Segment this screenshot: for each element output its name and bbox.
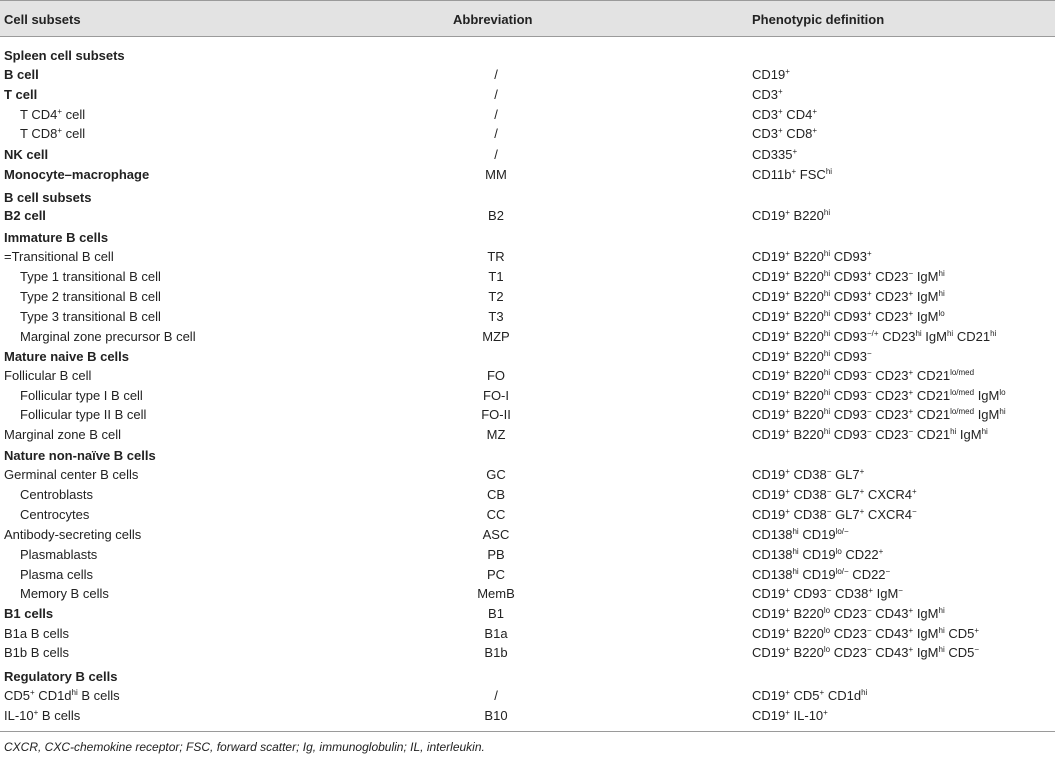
cell-subset-name: Nature non-naïve B cells (4, 448, 156, 463)
cell-subset-name: Plasma cells (20, 567, 93, 582)
cell-subset-name: Mature naive B cells (4, 349, 129, 364)
table-row: T CD8+ cell / CD3+ CD8+ (0, 124, 1055, 144)
cell-subset-name: IL-10+ B cells (4, 708, 81, 723)
table-row: Germinal center B cells GC CD19+ CD38− GL7+ (0, 465, 1055, 485)
cell-subset-name: Plasmablasts (20, 547, 98, 562)
cell-phenotypic-definition: CD19+ $B220^{lo}$ CD23− CD43+ IgM$^{hi}$ (752, 606, 945, 621)
table-row (0, 667, 1055, 687)
table-row (0, 228, 1055, 248)
cell-subset-name: B2 cell (4, 208, 46, 223)
table-row: Follicular type II B cell FO-II CD19+ $B220^{hi}$ CD93− CD23+ $CD21^{lo/med}$ IgM$^{hi}$ (0, 405, 1055, 425)
cell-subset-name: Follicular type I B cell (20, 388, 143, 403)
cell-subset-name: NK cell (4, 147, 49, 162)
table-row: Follicular B cell FO CD19+ $B220^{hi}$ CD93− CD23+ $CD21^{lo/med}$ (0, 366, 1055, 386)
cell-subset-name: B1a B cells (4, 626, 70, 641)
cell-subset-name: Spleen cell subsets (4, 48, 125, 63)
cell-subset-name: Immature B cells (4, 230, 109, 245)
table-row: Type 2 transitional B cell T2 CD19+ $B220^{hi}$ CD93+ CD23+ IgM$^{hi}$ (0, 287, 1055, 307)
cell-subset-name: Memory B cells (20, 586, 109, 601)
table-row: Centrocytes CC CD19+ CD38− GL7+ CXCR4− (0, 505, 1055, 525)
cell-subset-name: Follicular B cell (4, 368, 92, 383)
cell-phenotypic-definition: CD19+ $B220^{lo}$ CD23− CD43+ IgM$^{hi}$ CD5+ (752, 626, 980, 641)
cell-subset-name: B cell subsets (4, 190, 92, 205)
cell-phenotypic-definition: CD19+ CD38− GL7+ (752, 467, 865, 482)
table-row: CD5+ $CD1d^{hi}$ B cells / CD19+ CD5+ $CD1d^{hi}$ (0, 686, 1055, 706)
table-row (0, 46, 1055, 66)
table-row: IL-10+ B cells B10 CD19+ IL-10+ (0, 706, 1055, 726)
cell-subset-name: Marginal zone B cell (4, 427, 122, 442)
table-footnote: CXCR, CXC-chemokine receptor; FSC, forward scatter; Ig, immunoglobulin; IL, interleukin. (4, 740, 485, 754)
header-abbreviation: Abbreviation (453, 12, 533, 27)
table-row: T cell / CD3+ (0, 85, 1055, 105)
table-row (0, 188, 1055, 208)
cell-phenotypic-definition: CD19+ $B220^{hi}$ CD93+ CD23+ IgM$^{hi}$ (752, 289, 945, 304)
table-row: Memory B cells MemB CD19+ CD93− CD38+ IgM− (0, 584, 1055, 604)
header-cell-subsets: Cell subsets (4, 12, 81, 27)
table-row: Centroblasts CB CD19+ CD38− GL7+ CXCR4+ (0, 485, 1055, 505)
cell-subset-name: Type 3 transitional B cell (20, 309, 161, 324)
cell-phenotypic-definition: CD19+ (752, 67, 790, 82)
cell-phenotypic-definition: CD3+ CD8+ (752, 126, 817, 141)
cell-subset-name: Marginal zone precursor B cell (20, 329, 196, 344)
cell-phenotypic-definition: CD19+ $B220^{hi}$ CD93−/+ $CD23^{hi}$ IgM$^{hi}$ $CD21^{hi}$ (752, 329, 997, 344)
table-row: Antibody-secreting cells ASC $CD138^{hi}$ $CD19^{lo/-}$ (0, 525, 1055, 545)
cell-phenotypic-definition: CD19+ $B220^{hi}$ CD93− CD23+ $CD21^{lo/med}$ IgM$^{lo}$ (752, 388, 1006, 403)
cell-phenotypic-definition: CD19+ $B220^{hi}$ CD93− CD23− $CD21^{hi}$ IgM$^{hi}$ (752, 427, 988, 442)
table-header (0, 0, 1055, 36)
cell-subset-name: Monocyte–macrophage (4, 167, 150, 182)
table-row: B1a B cells B1a CD19+ $B220^{lo}$ CD23− CD43+ IgM$^{hi}$ CD5+ (0, 624, 1055, 644)
cell-subset-name: Regulatory B cells (4, 669, 118, 684)
cell-phenotypic-definition: CD19+ CD93− CD38+ IgM− (752, 586, 903, 601)
cell-phenotypic-definition: CD19+ $B220^{hi}$ CD93− (752, 349, 872, 364)
cell-phenotypic-definition: CD19+ $B220^{hi}$ CD93+ (752, 249, 872, 264)
cell-subset-name: B1 cells (4, 606, 54, 621)
cell-phenotypic-definition: CD19+ $B220^{lo}$ CD23− CD43+ IgM$^{hi}$ CD5− (752, 645, 980, 660)
cell-subset-name: Centroblasts (20, 487, 93, 502)
table-row: Plasma cells PC $CD138^{hi}$ $CD19^{lo/-}$ CD22− (0, 565, 1055, 585)
header-phenotypic-definition: Phenotypic definition (752, 12, 885, 27)
cell-subset-name: CD5+ $CD1d^{hi}$ B cells (4, 688, 120, 703)
cell-phenotypic-definition: CD19+ $B220^{hi}$ (752, 208, 831, 223)
cell-subset-name: T CD8+ cell (20, 126, 86, 141)
table-row: B cell / CD19+ (0, 65, 1055, 85)
cell-subset-name: B1b B cells (4, 645, 70, 660)
table-bottom-divider (0, 731, 1055, 732)
table-row: NK cell / CD335+ (0, 145, 1055, 165)
cell-phenotypic-definition: CD19+ $B220^{hi}$ CD93+ CD23+ IgM$^{lo}$ (752, 309, 945, 324)
cell-phenotypic-definition: CD11b+ $FSC^{hi}$ (752, 167, 833, 182)
table-row: T CD4+ cell / CD3+ CD4+ (0, 105, 1055, 125)
table-row: Marginal zone B cell MZ CD19+ $B220^{hi}$ CD93− CD23− $CD21^{hi}$ IgM$^{hi}$ (0, 425, 1055, 445)
table-row: Plasmablasts PB $CD138^{hi}$ $CD19^{lo}$ CD22+ (0, 545, 1055, 565)
cell-phenotypic-definition: CD19+ $B220^{hi}$ CD93− CD23+ $CD21^{lo/med}$ IgM$^{hi}$ (752, 407, 1006, 422)
table-row: Marginal zone precursor B cell MZP CD19+ $B220^{hi}$ CD93−/+ $CD23^{hi}$ IgM$^{hi}$ $CD21^{hi}$ (0, 327, 1055, 347)
cell-phenotypic-definition: $CD138^{hi}$ $CD19^{lo}$ CD22+ (752, 547, 884, 562)
table-row: Type 3 transitional B cell T3 CD19+ $B220^{hi}$ CD93+ CD23+ IgM$^{lo}$ (0, 307, 1055, 327)
cell-phenotypic-definition: $CD138^{hi}$ $CD19^{lo/-}$ (752, 527, 849, 542)
cell-subset-name: Centrocytes (20, 507, 90, 522)
table-row: Type 1 transitional B cell T1 CD19+ $B220^{hi}$ CD93+ CD23− IgM$^{hi}$ (0, 267, 1055, 287)
cell-subset-name: B cell (4, 67, 39, 82)
cell-phenotypic-definition: CD19+ $B220^{hi}$ CD93− CD23+ $CD21^{lo/med}$ (752, 368, 975, 383)
cell-subset-name: Germinal center B cells (4, 467, 139, 482)
cell-subset-name: =Transitional B cell (4, 249, 114, 264)
table-row: B2 cell B2 CD19+ $B220^{hi}$ (0, 206, 1055, 226)
cell-subset-name: Antibody-secreting cells (4, 527, 142, 542)
table-row: =Transitional B cell TR CD19+ $B220^{hi}$ CD93+ (0, 247, 1055, 267)
header-divider (0, 36, 1055, 37)
table-row: Monocyte–macrophage MM CD11b+ $FSC^{hi}$ (0, 165, 1055, 185)
cell-phenotypic-definition: CD19+ IL-10+ (752, 708, 828, 723)
cell-phenotypic-definition: CD19+ CD5+ $CD1d^{hi}$ (752, 688, 868, 703)
cell-phenotypic-definition: $CD138^{hi}$ $CD19^{lo/-}$ CD22− (752, 567, 891, 582)
cell-phenotypic-definition: CD19+ CD38− GL7+ CXCR4− (752, 507, 917, 522)
cell-subset-name: Follicular type II B cell (20, 407, 147, 422)
cell-phenotypic-definition: CD3+ CD4+ (752, 107, 817, 122)
table-row (0, 446, 1055, 466)
cell-phenotypic-definition: CD19+ CD38− GL7+ CXCR4+ (752, 487, 917, 502)
table-row: B1b B cells B1b CD19+ $B220^{lo}$ CD23− CD43+ IgM$^{hi}$ CD5− (0, 643, 1055, 663)
cell-subset-name: T cell (4, 87, 38, 102)
cell-subset-name: Type 2 transitional B cell (20, 289, 161, 304)
cell-phenotypic-definition: CD19+ $B220^{hi}$ CD93+ CD23− IgM$^{hi}$ (752, 269, 945, 284)
cell-phenotypic-definition: CD335+ (752, 147, 798, 162)
table-row: Follicular type I B cell FO-I CD19+ $B220^{hi}$ CD93− CD23+ $CD21^{lo/med}$ IgM$^{lo}$ (0, 386, 1055, 406)
cell-phenotypic-definition: CD3+ (752, 87, 783, 102)
cell-subset-name: Type 1 transitional B cell (20, 269, 161, 284)
cell-subset-name: T CD4+ cell (20, 107, 86, 122)
table-row (0, 347, 1055, 367)
table-row: B1 cells B1 CD19+ $B220^{lo}$ CD23− CD43+ IgM$^{hi}$ (0, 604, 1055, 624)
